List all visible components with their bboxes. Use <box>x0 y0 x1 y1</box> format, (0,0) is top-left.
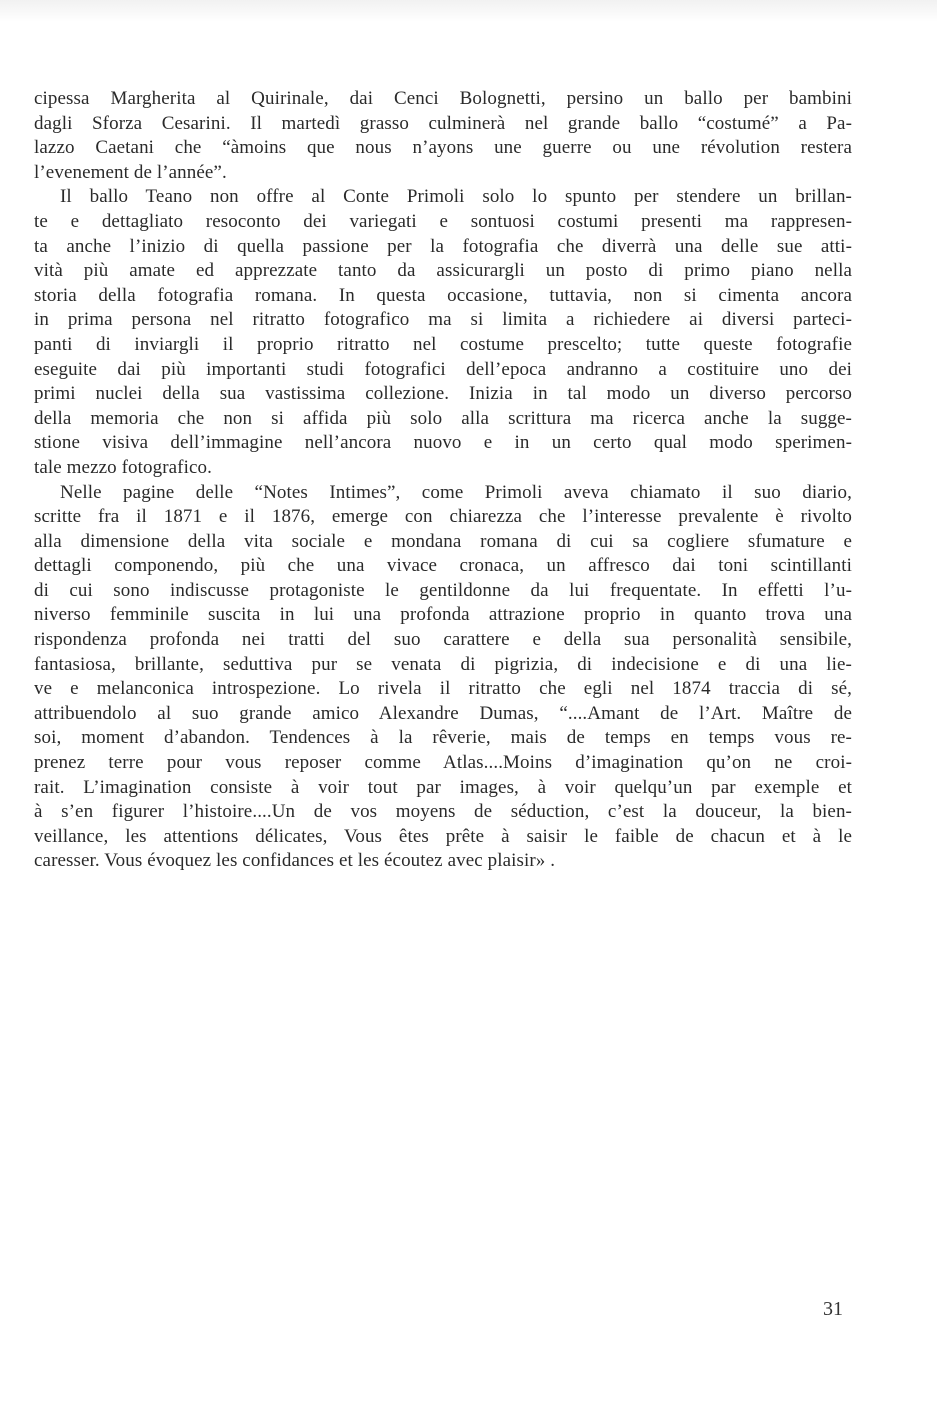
text-line: ta anche l’inizio di quella passione per la fotografia che diverrà una delle sue atti- <box>34 235 852 257</box>
text-line: storia della fotografia romana. In questa occasione, tuttavia, non si cimenta ancora <box>34 284 852 306</box>
text-line: rait. L’imagination consiste à voir tout par images, à voir quelqu’un par exemple et <box>34 776 852 798</box>
paragraph-3 <box>34 481 852 875</box>
text-line: prenez terre pour vous reposer comme Atlas....Moins d’imagination qu’on ne croi- <box>34 752 852 774</box>
text-line: lazzo Caetani che “àmoins que nous n’ayons une guerre ou une révolution restera <box>34 137 852 159</box>
text-line: attribuendolo al suo grande amico Alexandre Dumas, “....Amant de l’Art. Maître de <box>34 702 852 724</box>
paragraph-1 <box>34 87 852 185</box>
text-line: dagli Sforza Cesarini. Il martedì grasso culminerà nel grande ballo “costumé” a Pa- <box>34 112 852 134</box>
text-line: soi, moment d’abandon. Tendences à la rêverie, mais de temps en temps vous re- <box>34 727 852 749</box>
text-line: te e dettagliato resoconto dei variegati e sontuosi costumi presenti ma rappresen- <box>34 210 852 232</box>
text-line: rispondenza profonda nei tratti del suo carattere e della sua personalità sensibile, <box>34 629 852 651</box>
text-line: ve e melanconica introspezione. Lo rivela il ritratto che egli nel 1874 traccia di sé, <box>34 678 852 700</box>
text-line: tale mezzo fotografico. <box>34 456 212 478</box>
paragraph-2 <box>34 185 852 480</box>
text-line: primi nuclei della sua vastissima collezione. Inizia in tal modo un diverso percorso <box>34 383 852 405</box>
text-line: dettagli componendo, più che una vivace cronaca, un affresco dai toni scintillanti <box>34 555 852 577</box>
text-line: eseguite dai più importanti studi fotografici dell’epoca andranno a costituire uno dei <box>34 358 852 380</box>
text-line: veillance, les attentions délicates, Vous êtes prête à saisir le faible de chacun et à le <box>34 825 852 847</box>
text-line: Il ballo Teano non offre al Conte Primoli solo lo spunto per stendere un brillan- <box>60 186 852 208</box>
text-line: l’evenement de l’année”. <box>34 161 227 183</box>
page-number: 31 <box>823 1298 843 1320</box>
text-line: in prima persona nel ritratto fotografico ma si limita a richiedere ai diversi parteci- <box>34 309 852 331</box>
text-line: fantasiosa, brillante, seduttiva pur se venata di pigrizia, di indecisione e di una lie- <box>34 653 852 675</box>
text-line: caresser. Vous évoquez les confidances et les écoutez avec plaisir» . <box>34 850 556 872</box>
text-line: cipessa Margherita al Quirinale, dai Cenci Bolognetti, persino un ballo per bambini <box>34 88 852 109</box>
text-line: à s’en figurer l’histoire....Un de vos moyens de séduction, c’est la douceur, la bien- <box>34 801 852 823</box>
text-line: niverso femminile suscita in lui una profonda attrazione proprio in quanto trova una <box>34 604 852 626</box>
text-line: di cui sono indiscusse protagoniste le gentildonne da lui frequentate. In effetti l’u- <box>34 579 852 601</box>
text-line: vità più amate ed apprezzate tanto da assicurargli un posto di primo piano nella <box>34 260 852 282</box>
body-text <box>34 87 852 874</box>
text-line: panti di inviargli il proprio ritratto nel costume prescelto; tutte queste fotografie <box>34 333 852 355</box>
scan-edge-shading <box>0 0 937 22</box>
text-line: alla dimensione della vita sociale e mondana romana di cui sa cogliere sfumature e <box>34 530 852 552</box>
text-line: stione visiva dell’immagine nell’ancora nuovo e in un certo qual modo sperimen- <box>34 432 852 454</box>
text-line: della memoria che non si affida più solo alla scrittura ma ricerca anche la sugge- <box>34 407 852 429</box>
text-line: Nelle pagine delle “Notes Intimes”, come Primoli aveva chiamato il suo diario, <box>60 481 852 503</box>
text-line: scritte fra il 1871 e il 1876, emerge con chiarezza che l’interesse prevalente è rivolto <box>34 506 852 528</box>
